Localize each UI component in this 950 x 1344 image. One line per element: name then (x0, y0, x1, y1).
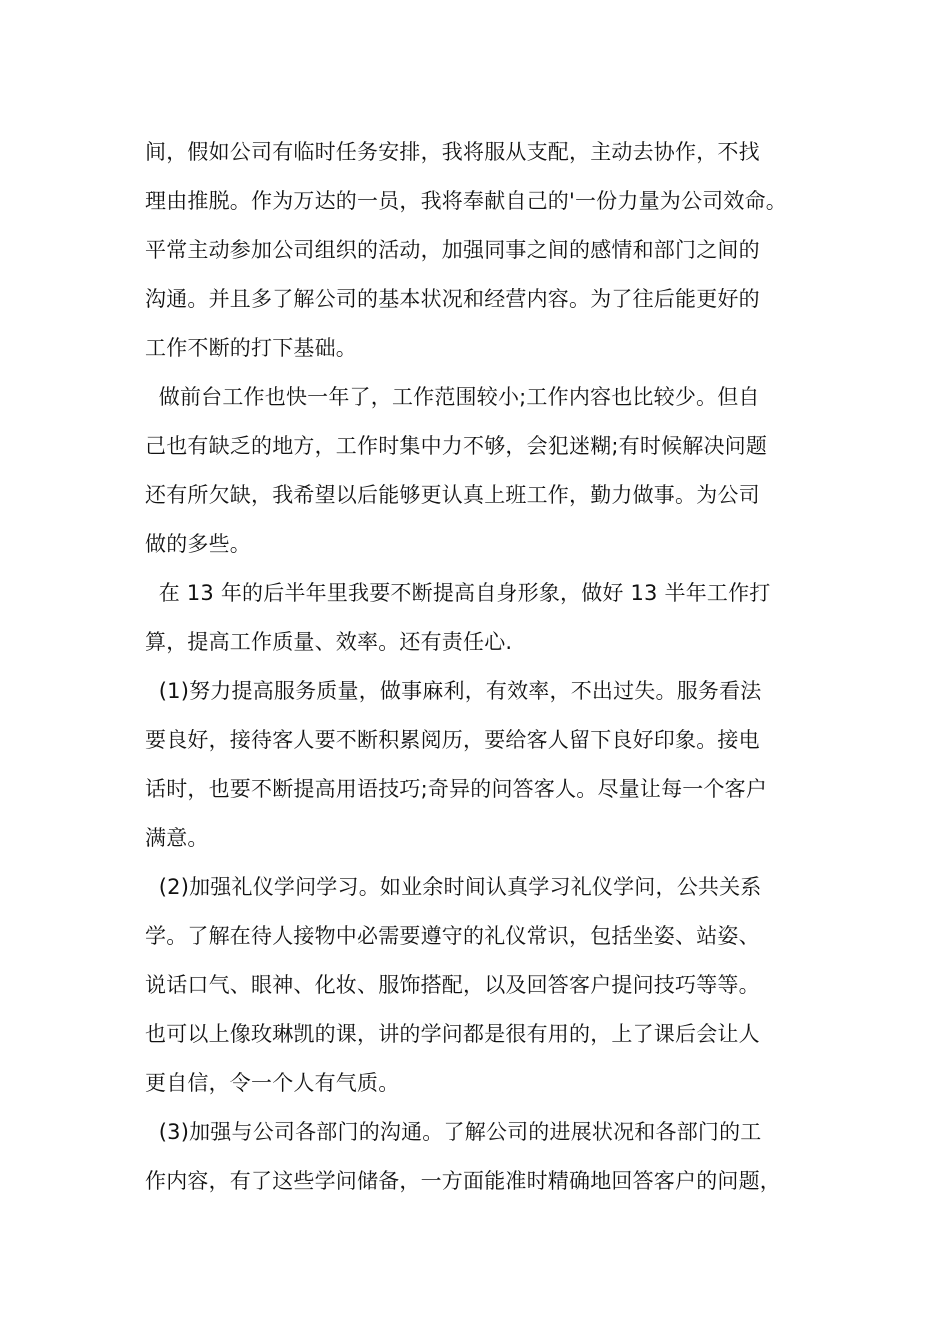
text-line: 也可以上像玫琳凯的课，讲的学问都是很有用的，上了课后会让人 (145, 1022, 760, 1046)
text-line: 间，假如公司有临时任务安排，我将服从支配，主动去协作，不找 (145, 140, 760, 164)
text-line: (3)加强与公司各部门的沟通。了解公司的进展状况和各部门的工 (145, 1120, 762, 1144)
text-line: 要良好，接待客人要不断积累阅历，要给客人留下良好印象。接电 (145, 728, 760, 752)
text-line: 做的多些。 (145, 532, 251, 556)
text-line: 学。了解在待人接物中必需要遵守的礼仪常识，包括坐姿、站姿、 (145, 924, 760, 948)
text-line: 更自信，令一个人有气质。 (145, 1071, 400, 1095)
text-line: (1)努力提高服务质量，做事麻利，有效率，不出过失。服务看法 (145, 679, 762, 703)
body-text (145, 128, 825, 1206)
text-line: 说话口气、眼神、化妆、服饰搭配，以及回答客户提问技巧等等。 (145, 973, 760, 997)
text-line: 作内容，有了这些学问储备，一方面能准时精确地回答客户的问题， (145, 1169, 781, 1193)
text-line: 算，提高工作质量、效率。还有责任心. (145, 630, 513, 654)
text-line: (2)加强礼仪学问学习。如业余时间认真学习礼仪学问，公共关系 (145, 875, 762, 899)
text-line: 工作不断的打下基础。 (145, 336, 357, 360)
text-line: 在 13 年的后半年里我要不断提高自身形象，做好 13 半年工作打 (145, 581, 771, 605)
text-line: 还有所欠缺，我希望以后能够更认真上班工作，勤力做事。为公司 (145, 483, 760, 507)
text-line: 理由推脱。作为万达的一员，我将奉献自己的'一份力量为公司效命。 (145, 189, 787, 213)
text-line: 满意。 (145, 826, 209, 850)
text-line: 话时，也要不断提高用语技巧;奇异的问答客人。尽量让每一个客户 (145, 777, 768, 801)
text-line: 己也有缺乏的地方，工作时集中力不够，会犯迷糊;有时候解决问题 (145, 434, 768, 458)
text-line: 沟通。并且多了解公司的基本状况和经营内容。为了往后能更好的 (145, 287, 760, 311)
text-line: 做前台工作也快一年了，工作范围较小;工作内容也比较少。但自 (145, 385, 760, 409)
text-line: 平常主动参加公司组织的活动，加强同事之间的感情和部门之间的 (145, 238, 760, 262)
